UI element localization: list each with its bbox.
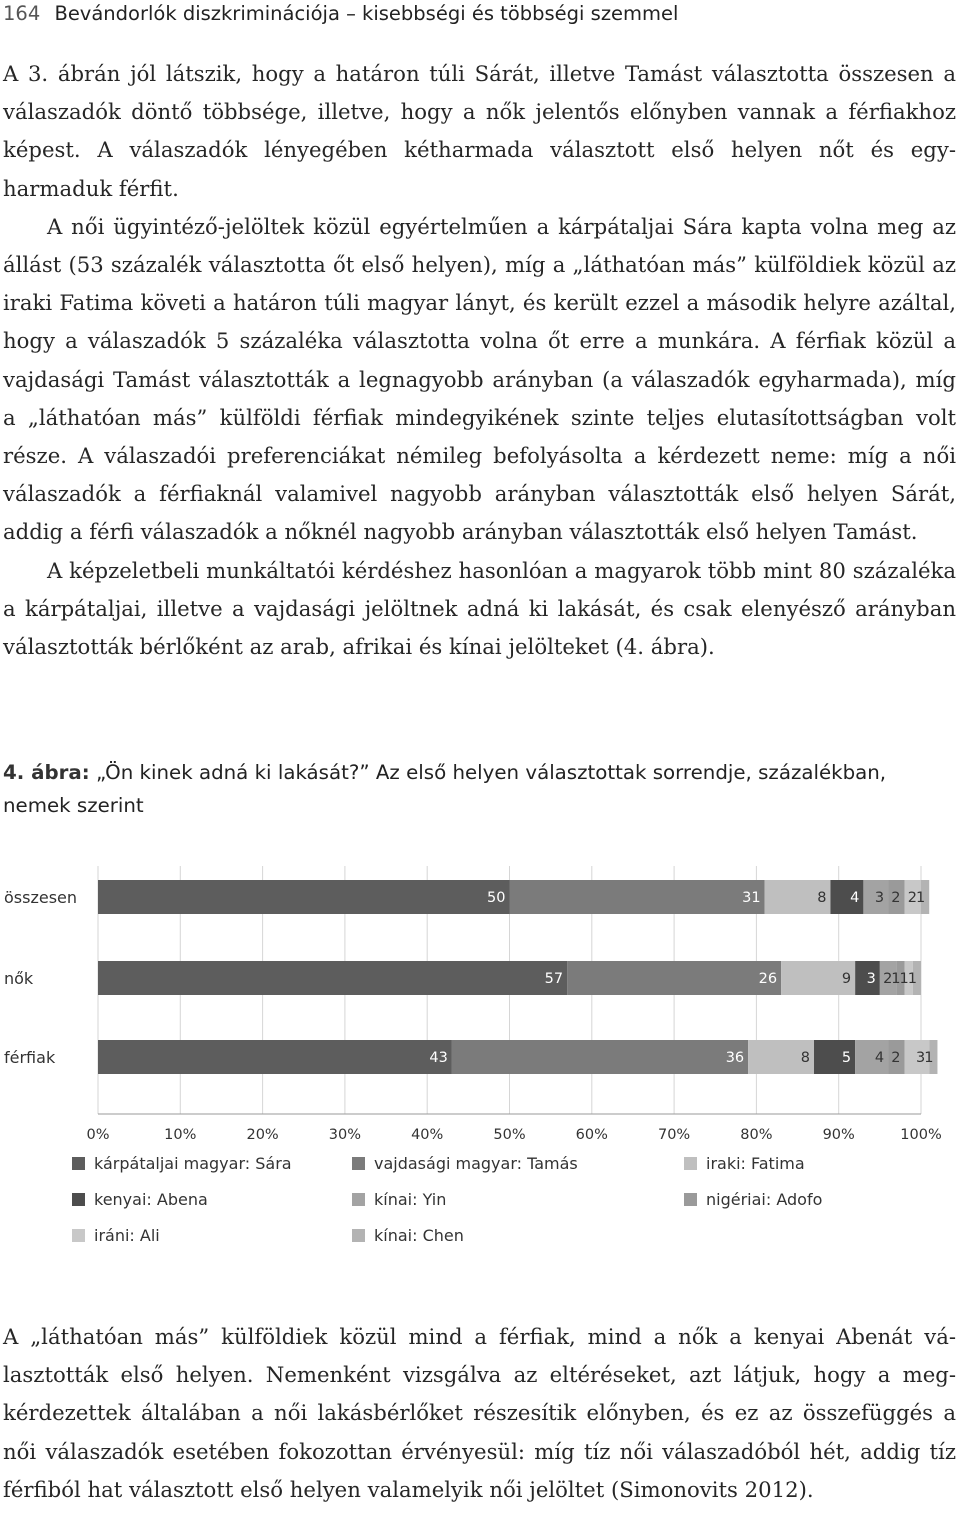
data-label: 5 [841, 1050, 852, 1066]
category-label: nők [4, 969, 34, 988]
legend-label: iráni: Ali [94, 1226, 160, 1245]
x-tick-label: 0% [86, 1127, 110, 1143]
data-label: 2 [891, 890, 901, 906]
data-label: 31 [742, 890, 761, 906]
x-tick-label: 50% [493, 1127, 526, 1143]
legend-label: iraki: Fatima [706, 1154, 805, 1173]
legend-swatch [72, 1193, 85, 1206]
data-label: 2 [883, 971, 893, 987]
paragraph: A képzeletbeli munkáltatói kérdéshez hasonlóan a magyarok több mint 80 százaléka a kárpátaljai, illetve a vajdasági jelöltnek adná ki lakását, és csak elenyésző arányban választották bérlőként az arab, afrikai és kínai jelölteket (4. ábra). [3, 557, 956, 660]
data-label: 3 [874, 890, 885, 906]
bar-segment [98, 880, 510, 914]
running-header [3, 2, 953, 25]
bar-segment [98, 961, 567, 995]
legend-label: kínai: Yin [374, 1190, 447, 1209]
bar-segment [510, 880, 765, 914]
category-label: összesen [4, 888, 78, 907]
running-title: Bevándorlók diszkriminációja – kisebbségi és többségi szemmel [54, 2, 679, 25]
legend-label: kínai: Chen [374, 1226, 464, 1245]
data-label: 8 [800, 1050, 811, 1066]
data-label: 1 [899, 971, 909, 987]
data-label: 50 [487, 890, 506, 906]
paragraph: A 3. ábrán jól látszik, hogy a határon túli Sárát, illetve Tamást választotta összesen a válaszadók döntő többsége, illetve, hogy a nők jelentős előnyben vannak a férfiakhoz képest. A válaszadók lényegében kétharmada választott első helyen nőt és egyharmaduk férfit. [3, 61, 956, 201]
x-tick-label: 20% [246, 1127, 279, 1143]
legend-swatch [72, 1157, 85, 1170]
x-tick-label: 40% [411, 1127, 444, 1143]
data-label: 43 [429, 1050, 448, 1066]
body-text-top [3, 55, 956, 666]
x-tick-label: 100% [900, 1127, 942, 1143]
data-label: 1 [907, 971, 917, 987]
legend-label: vajdasági magyar: Tamás [374, 1154, 578, 1173]
legend-swatch [684, 1157, 697, 1170]
data-label: 1 [915, 890, 926, 906]
stacked-bar-chart [0, 860, 960, 1280]
bar-segment [452, 1040, 748, 1074]
body-text-bottom [3, 1318, 956, 1509]
data-label: 3 [866, 971, 876, 987]
data-label: 8 [817, 890, 827, 906]
legend-swatch [684, 1193, 697, 1206]
x-tick-label: 90% [822, 1127, 855, 1143]
legend-swatch [352, 1157, 365, 1170]
legend-label: kárpátaljai magyar: Sára [94, 1154, 292, 1173]
data-label: 57 [544, 971, 564, 987]
data-label: 3 [915, 1050, 926, 1066]
paragraph: A női ügyintéző-jelöltek közül egyértelműen a kárpátaljai Sára kapta volna meg az állást (53 százalék választotta őt első helyen), míg a „láthatóan más” külföldiek közül az iraki Fatima követi a határon túli magyar lányt, és került ezzel a második helyre azáltal, hogy a válaszadók 5 százaléka választotta volna őt erre a munkára. A férfiak közül a vajdasági Tamást választották a legnagyobb arányban (a válaszadók egyharmada), míg a „láthatóan más” külföldi férfiak mindegyikének szinte teljes elutasítottságban volt része. A válaszadói preferenciákat némileg befolyásolta a kérdezett neme: míg a női válaszadók a férfiaknál valamivel nagyobb arányban választották első helyen Sárát, addig a férfi válaszadók a nőknél nagyobb arányban választották első helyen Tamást. [3, 213, 956, 545]
paragraph: A „láthatóan más” külföldiek közül mind a férfiak, mind a nők a kenyai Abenát választották első helyen. Nemenként vizsgálva az eltéréseket, azt látjuk, hogy a megkérdezettek általában a női lakásbérlőket részesítik előnyben, és ez az összefüggés a női válaszadók esetében fokozottan érvényesül: míg tíz női válaszadóból hét, addig tíz férfiból hat választott első helyen valamelyik női jelöltet (Simonovits 2012). [3, 1324, 956, 1502]
x-tick-label: 70% [657, 1127, 691, 1143]
bar-segment [98, 1040, 452, 1074]
legend-swatch [352, 1229, 365, 1242]
x-tick-label: 80% [740, 1127, 773, 1143]
data-label: 1 [924, 1050, 934, 1066]
x-tick-label: 30% [328, 1127, 362, 1143]
data-label: 36 [725, 1050, 745, 1066]
data-label: 26 [758, 971, 778, 987]
bar-segment [567, 961, 781, 995]
data-label: 4 [874, 1050, 885, 1066]
data-label: 2 [891, 1050, 901, 1066]
figure-caption-text: „Ön kinek adná ki lakását?” Az első helyen választottak sorrendje, százalékban, nemek szerint [3, 761, 887, 817]
figure-label: 4. ábra: [3, 761, 90, 784]
data-label: 1 [891, 971, 901, 987]
data-label: 2 [907, 890, 917, 906]
legend-swatch [72, 1229, 85, 1242]
data-label: 4 [850, 890, 860, 906]
legend-label: kenyai: Abena [94, 1190, 208, 1209]
category-label: férfiak [4, 1048, 56, 1067]
figure-caption [3, 756, 953, 822]
x-tick-label: 10% [164, 1127, 197, 1143]
data-label: 9 [841, 971, 852, 987]
page-number: 164 [3, 2, 41, 25]
legend-swatch [352, 1193, 365, 1206]
legend-label: nigériai: Adofo [706, 1190, 823, 1209]
x-tick-label: 60% [575, 1127, 608, 1143]
